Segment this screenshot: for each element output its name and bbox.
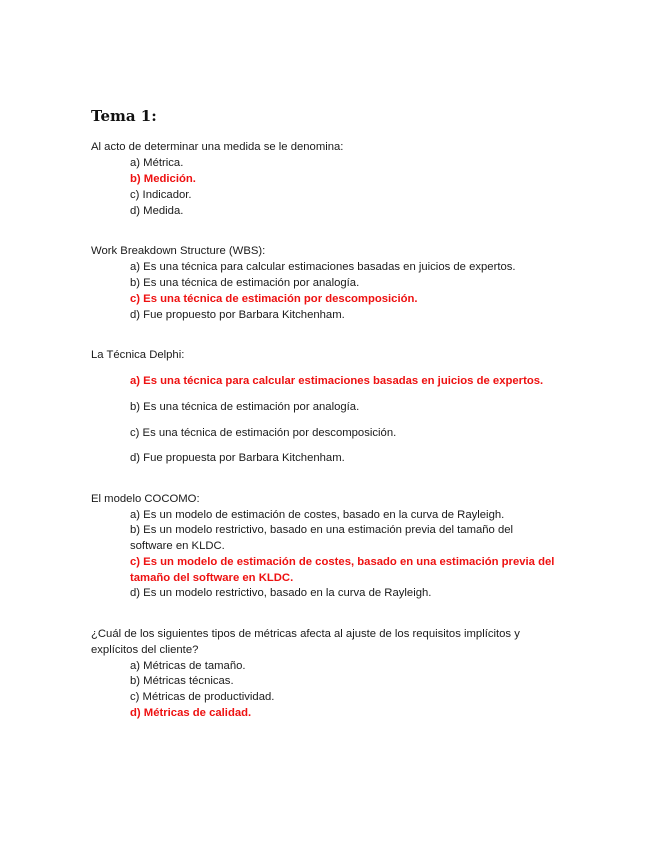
question-5-text-continuation: explícitos del cliente? xyxy=(91,644,199,656)
question-2-option-d: d) Fue propuesto por Barbara Kitchenham. xyxy=(130,309,345,321)
question-5-text: ¿Cuál de los siguientes tipos de métricas afecta al ajuste de los requisitos implícitos y xyxy=(91,628,520,640)
question-2-option-a: a) Es una técnica para calcular estimaciones basadas en juicios de expertos. xyxy=(130,261,516,273)
question-1-option-c: c) Indicador. xyxy=(130,189,192,201)
question-3-option-c: c) Es una técnica de estimación por descomposición. xyxy=(130,427,397,439)
question-1-option-a: a) Métrica. xyxy=(130,157,184,169)
question-4-option-a: a) Es un modelo de estimación de costes, basado en la curva de Rayleigh. xyxy=(130,509,505,521)
question-1-option-b-correct: b) Medición. xyxy=(130,173,196,185)
question-2-option-c-correct: c) Es una técnica de estimación por descomposición. xyxy=(130,293,418,305)
question-4-option-c-correct: c) Es un modelo de estimación de costes, basado en una estimación previa del xyxy=(130,556,555,568)
question-2-text: Work Breakdown Structure (WBS): xyxy=(91,245,266,257)
question-3-option-a-correct: a) Es una técnica para calcular estimaciones basadas en juicios de expertos. xyxy=(130,375,544,387)
question-4-option-b: b) Es un modelo restrictivo, basado en una estimación previa del tamaño del xyxy=(130,524,514,536)
question-5-option-c: c) Métricas de productividad. xyxy=(130,691,275,703)
question-5-option-d-correct: d) Métricas de calidad. xyxy=(130,707,252,719)
page-title: Tema 1: xyxy=(91,107,157,125)
question-3-text: La Técnica Delphi: xyxy=(91,349,185,361)
question-5-option-b: b) Métricas técnicas. xyxy=(130,675,234,687)
question-1-text: Al acto de determinar una medida se le denomina: xyxy=(91,141,344,153)
question-1-option-d: d) Medida. xyxy=(130,205,184,217)
question-4-option-b-continuation: software en KLDC. xyxy=(130,540,225,552)
question-3-option-d: d) Fue propuesta por Barbara Kitchenham. xyxy=(130,452,345,464)
question-4-option-c-continuation: tamaño del software en KLDC. xyxy=(130,572,294,584)
question-4-text: El modelo COCOMO: xyxy=(91,493,200,505)
question-4-option-d: d) Es un modelo restrictivo, basado en la curva de Rayleigh. xyxy=(130,587,432,599)
question-2-option-b: b) Es una técnica de estimación por analogía. xyxy=(130,277,360,289)
question-5-option-a: a) Métricas de tamaño. xyxy=(130,660,246,672)
question-3-option-b: b) Es una técnica de estimación por analogía. xyxy=(130,401,360,413)
